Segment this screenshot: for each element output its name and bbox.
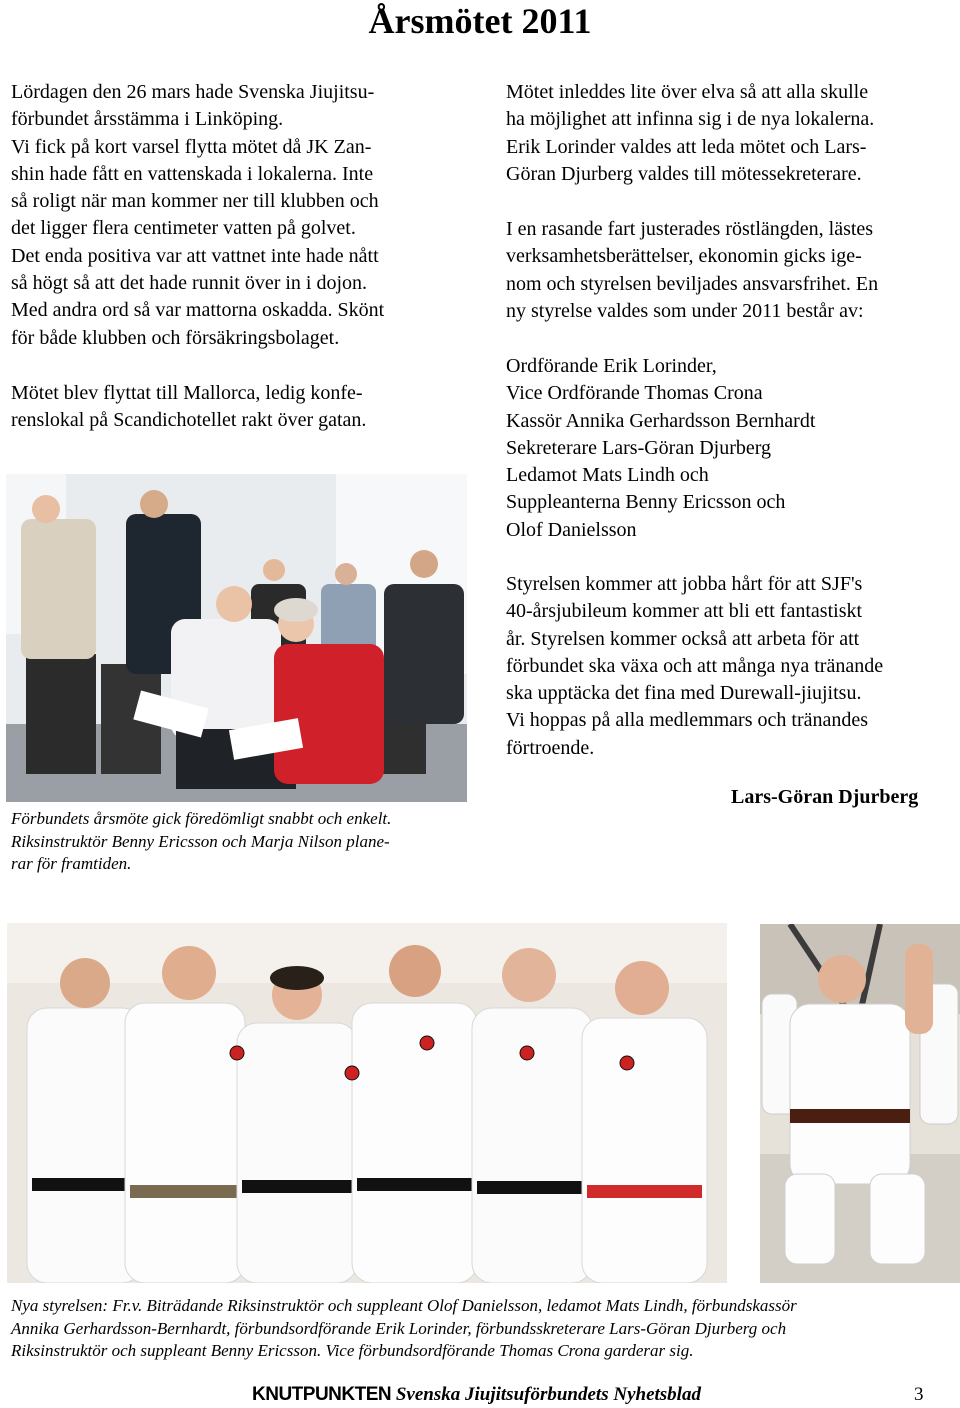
right-paragraph-3 bbox=[506, 571, 958, 762]
text-line: Mötet blev flyttat till Mallorca, ledig konfe- bbox=[11, 382, 363, 404]
meeting-photo bbox=[6, 474, 467, 802]
board-photo-caption bbox=[11, 1295, 797, 1363]
text-line: 40-årsjubileum kommer att bli ett fantastiskt bbox=[506, 600, 863, 623]
footer-brand: KNUTPUNKTEN bbox=[252, 1384, 392, 1405]
caption-line: Annika Gerhardsson-Bernhardt, förbundsordförande Erik Lorinder, förbundsskreterare Lars-Göran Djurberg och bbox=[11, 1318, 787, 1338]
board-member: Kassör Annika Gerhardsson Bernhardt bbox=[506, 409, 816, 432]
text-line: ska upptäcka det fina med Durewall-jiujitsu. bbox=[506, 682, 862, 705]
board-member: Vice Ordförande Thomas Crona bbox=[506, 382, 763, 405]
text-line: Det enda positiva var att vattnet inte hade nått bbox=[11, 244, 379, 267]
text-line: det ligger flera centimeter vatten på golvet. bbox=[11, 217, 356, 240]
page-number: 3 bbox=[914, 1384, 924, 1405]
caption-line: rar för framtiden. bbox=[11, 854, 132, 873]
caption-line: Nya styrelsen: Fr.v. Biträdande Riksinstruktör och suppleant Olof Danielsson, ledamot Mats Lindh, förbundskassör bbox=[11, 1296, 797, 1315]
text-line: Mötet inleddes lite över elva så att alla skulle bbox=[506, 81, 869, 103]
text-line: så högt så att det hade runnit över in i dojon. bbox=[11, 272, 368, 295]
board-member: Ordförande Erik Lorinder, bbox=[506, 355, 717, 377]
board-group-photo bbox=[7, 923, 727, 1283]
left-paragraph-2 bbox=[11, 380, 471, 435]
text-line: ny styrelse valdes som under 2011 består av: bbox=[506, 299, 864, 322]
author-signature: Lars-Göran Djurberg bbox=[731, 786, 919, 808]
board-member: Suppleanterna Benny Ericsson och bbox=[506, 491, 786, 514]
caption-line: Riksinstruktör och suppleant Benny Ericsson. Vice förbundsordförande Thomas Crona garderar sig. bbox=[11, 1341, 694, 1360]
text-line: förbundet årsstämma i Linköping. bbox=[11, 108, 284, 131]
left-paragraph-1 bbox=[11, 79, 471, 352]
text-line: Styrelsen kommer att jobba hårt för att SJF's bbox=[506, 573, 863, 595]
text-line: nom och styrelsen beviljades ansvarsfrihet. En bbox=[506, 272, 879, 295]
page-title: Årsmötet 2011 bbox=[368, 1, 592, 41]
meeting-photo-caption bbox=[11, 808, 391, 876]
text-line: Göran Djurberg valdes till mötessekreterare. bbox=[506, 162, 862, 185]
text-line: för både klubben och försäkringsbolaget. bbox=[11, 326, 340, 349]
text-line: renslokal på Scandichotellet rakt över gatan. bbox=[11, 409, 367, 432]
text-line: Vi fick på kort varsel flytta mötet då JK Zan- bbox=[11, 135, 372, 158]
text-line: Vi hoppas på alla medlemmars och tränandes bbox=[506, 709, 869, 732]
action-photo bbox=[760, 924, 960, 1283]
caption-line: Förbundets årsmöte gick föredömligt snabbt och enkelt. bbox=[11, 809, 392, 828]
board-member: Sekreterare Lars-Göran Djurberg bbox=[506, 436, 772, 459]
text-line: I en rasande fart justerades röstlängden, lästes bbox=[506, 218, 874, 240]
text-line: förbundet ska växa och att många nya tränande bbox=[506, 654, 884, 677]
text-line: Erik Lorinder valdes att leda mötet och Lars- bbox=[506, 135, 867, 158]
text-line: Lördagen den 26 mars hade Svenska Jiujitsu- bbox=[11, 81, 375, 103]
board-member: Ledamot Mats Lindh och bbox=[506, 464, 709, 487]
text-line: verksamhetsberättelser, ekonomin gicks ige- bbox=[506, 245, 862, 268]
text-line: Med andra ord så var mattorna oskadda. Skönt bbox=[11, 299, 385, 322]
text-line: förtroende. bbox=[506, 736, 595, 759]
board-list bbox=[506, 353, 958, 544]
caption-line: Riksinstruktör Benny Ericsson och Marja Nilson plane- bbox=[11, 831, 390, 851]
right-paragraph-1 bbox=[506, 79, 958, 188]
right-paragraph-2 bbox=[506, 216, 958, 325]
text-line: shin hade fått en vattenskada i lokalerna. Inte bbox=[11, 162, 374, 185]
footer-subtitle: Svenska Jiujitsuförbundets Nyhetsblad bbox=[395, 1384, 701, 1405]
text-line: så roligt när man kommer ner till klubben och bbox=[11, 190, 379, 213]
text-line: ha möjlighet att infinna sig i de nya lokalerna. bbox=[506, 108, 875, 131]
board-member: Olof Danielsson bbox=[506, 518, 637, 541]
text-line: år. Styrelsen kommer också att arbeta för att bbox=[506, 627, 860, 650]
page-footer bbox=[252, 1384, 701, 1406]
